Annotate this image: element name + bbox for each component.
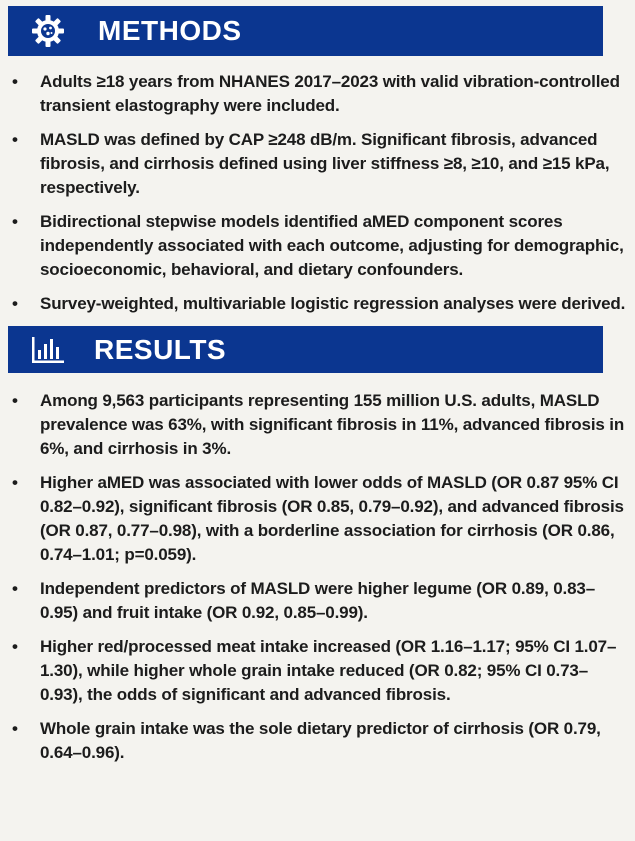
- list-item: • Whole grain intake was the sole dietary predictor of cirrhosis (OR 0.79, 0.64–0.96).: [12, 719, 601, 762]
- methods-list: [0, 70, 635, 316]
- list-item: • MASLD was defined by CAP ≥248 dB/m. Significant fibrosis, advanced fibrosis, and cirrhosis defined using liver stiffness ≥8, ≥10, and ≥15 kPa, respectively.: [12, 130, 610, 197]
- methods-header: [8, 6, 603, 56]
- list-item: • Survey-weighted, multivariable logistic regression analyses were derived.: [0, 292, 635, 316]
- results-header: [8, 326, 603, 373]
- list-item: • Bidirectional stepwise models identified aMED component scores independently associated with each outcome, adjusting for demographic, socioeconomic, behavioral, and dietary confounders.: [12, 212, 624, 279]
- bullet-icon: •: [12, 637, 18, 656]
- bullet-icon: •: [12, 391, 18, 410]
- results-section: [0, 326, 635, 765]
- bullet-icon: •: [12, 72, 18, 91]
- bullet-icon: •: [12, 130, 18, 149]
- list-item: • Higher red/processed meat intake increased (OR 1.16–1.17; 95% CI 1.07–1.30), while higher whole grain intake reduced (OR 0.82; 95% CI 0.73–0.93), the odds of significant and advanced fibrosis.: [12, 637, 617, 704]
- gear-icon: [26, 9, 70, 53]
- bullet-icon: •: [12, 294, 18, 313]
- bullet-icon: •: [12, 212, 18, 231]
- bar-chart-icon: [26, 328, 70, 372]
- bullet-icon: •: [12, 719, 18, 738]
- list-item: • Higher aMED was associated with lower odds of MASLD (OR 0.87 95% CI 0.82–0.92), significant fibrosis (OR 0.85, 0.79–0.92), and advanced fibrosis (OR 0.87, 0.77–0.98), with a borderline association for cirrhosis (OR 0.86, 0.74–1.01; p=0.059).: [12, 473, 624, 564]
- list-item: • Independent predictors of MASLD were higher legume (OR 0.89, 0.83–0.95) and fruit intake (OR 0.92, 0.85–0.99).: [12, 579, 596, 622]
- bullet-icon: •: [12, 579, 18, 598]
- list-item: • Among 9,563 participants representing 155 million U.S. adults, MASLD prevalence was 63%, with significant fibrosis in 11%, advanced fibrosis in 6%, and cirrhosis in 3%.: [12, 391, 625, 458]
- results-list: [0, 389, 635, 765]
- bullet-icon: •: [12, 473, 18, 492]
- methods-title: METHODS: [98, 15, 242, 46]
- methods-section: [0, 6, 635, 316]
- results-title: RESULTS: [94, 333, 227, 365]
- list-item: • Adults ≥18 years from NHANES 2017–2023 with valid vibration-controlled transient elastography were included.: [12, 72, 620, 115]
